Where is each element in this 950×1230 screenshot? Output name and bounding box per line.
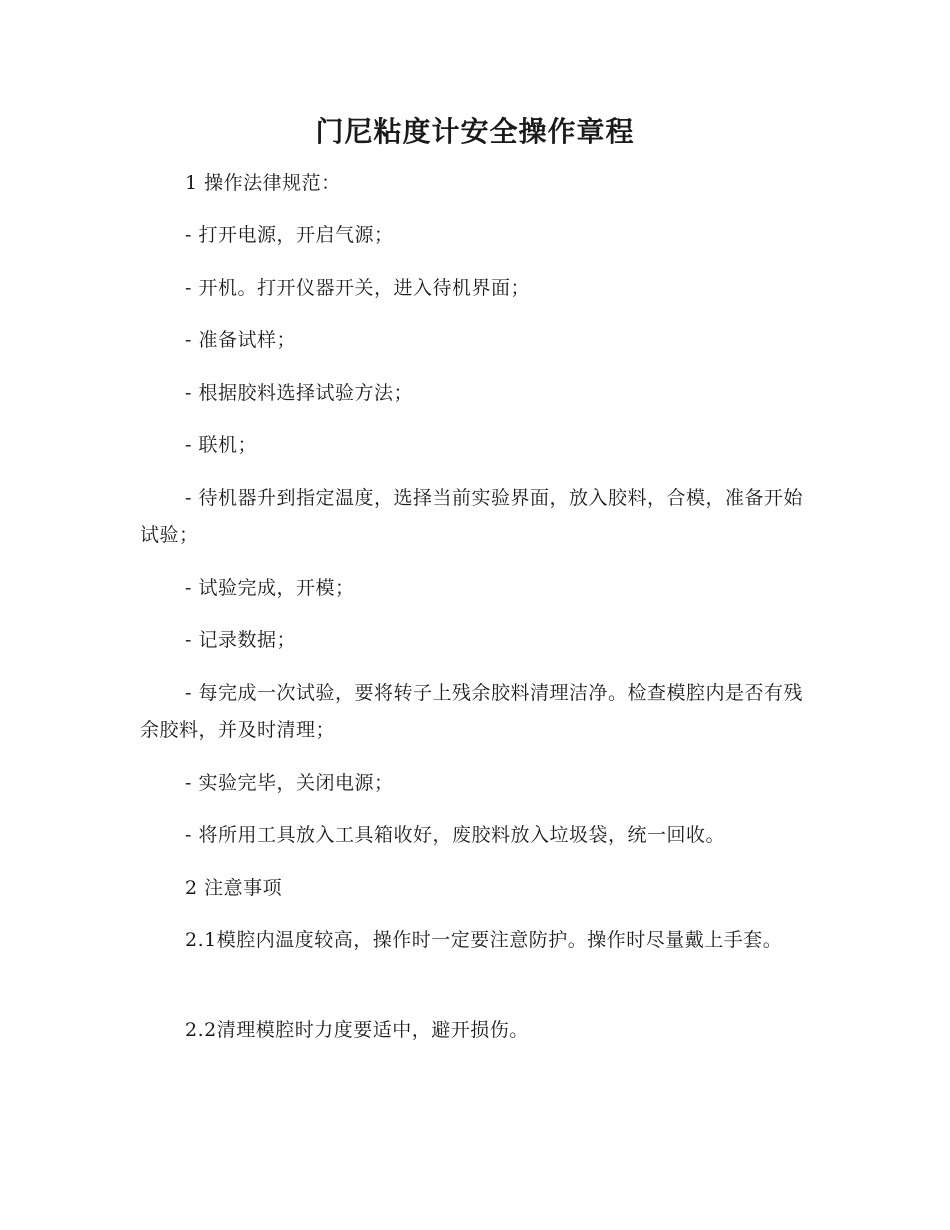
document-title: 门尼粘度计安全操作章程	[315, 115, 635, 148]
note-item: 2.2清理模腔时力度要适中，避开损伤。	[185, 1019, 529, 1041]
step-item: - 根据胶料选择试验方法；	[185, 382, 413, 404]
section-heading-1: 1 操作法律规范：	[185, 172, 341, 194]
step-item: - 记录数据；	[185, 629, 296, 651]
step-item: - 实验完毕，关闭电源；	[185, 772, 394, 794]
step-item: - 联机；	[185, 434, 257, 456]
step-item: - 准备试样；	[185, 329, 296, 351]
step-item: - 开机。打开仪器开关，进入待机界面；	[185, 277, 530, 299]
step-item: - 打开电源，开启气源；	[185, 224, 394, 246]
step-item: - 待机器升到指定温度，选择当前实验界面，放入胶料，合模，准备开始试验；	[140, 487, 803, 546]
section-heading-2: 2 注意事项	[185, 877, 283, 899]
step-item: - 将所用工具放入工具箱收好，废胶料放入垃圾袋，统一回收。	[185, 824, 725, 846]
note-item: 2.1模腔内温度较高，操作时一定要注意防护。操作时尽量戴上手套。	[185, 929, 783, 951]
step-item: - 每完成一次试验，要将转子上残余胶料清理洁净。检查模腔内是否有残余胶料，并及时清理；	[140, 682, 803, 741]
step-item: - 试验完成，开模；	[185, 577, 355, 599]
